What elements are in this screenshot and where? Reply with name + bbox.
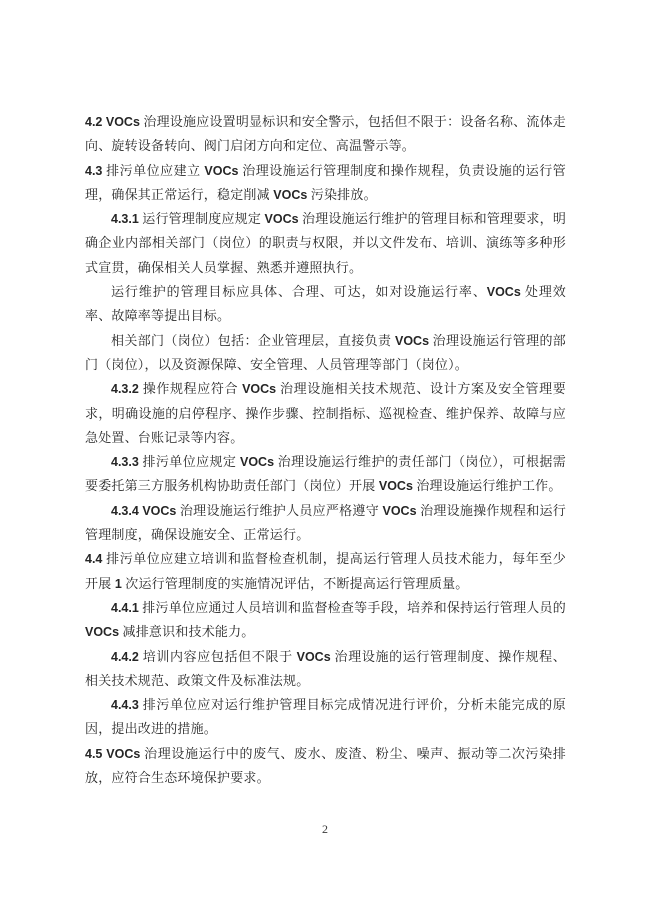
latin-text: 4.3.2 xyxy=(111,382,139,397)
paragraph xyxy=(85,645,566,694)
paragraph xyxy=(85,547,566,596)
body-text: 排污单位应建立 xyxy=(102,162,205,178)
body-text: 次运行管理制度的实施情况评估，不断提高运行管理质量。 xyxy=(121,575,469,591)
body-text: 排污单位应建立培训和监督检查机制，提高运行管理人员技术能力，每年至少开展 xyxy=(85,551,566,591)
latin-text: 4.4.3 xyxy=(111,698,139,713)
body-text: 排污单位应规定 xyxy=(138,454,240,470)
body-text: 治理设施运行中的废气、废水、废渣、粉尘、噪声、振动等二次污染排放，应符合生态环境保护要求。 xyxy=(85,745,566,786)
paragraph xyxy=(85,450,566,499)
body-text: 治理设施的运行管理制度、操作规程、相关技术规范、政策文件及标准法规。 xyxy=(85,648,566,688)
body-text: 治理设施运行管理制度和操作规程，负责设施的运行管理，确保其正常运行，稳定削减 xyxy=(85,162,566,202)
paragraph xyxy=(85,280,566,329)
latin-text: 4.3 xyxy=(85,163,103,178)
paragraph xyxy=(85,329,566,378)
latin-text: VOCs xyxy=(273,187,308,202)
body-text: 治理设施相关技术规范、设计方案及安全管理要求，明确设施的启停程序、操作步骤、控制指标、巡视检查、维护保养、故障与应急处置、台账记录等内容。 xyxy=(85,381,566,445)
document-body xyxy=(85,110,566,790)
body-text: 处理效率、故障率等提出目标。 xyxy=(85,284,566,324)
paragraph xyxy=(85,377,566,450)
body-text: 治理设施运行管理的部门（岗位），以及资源保障、安全管理、人员管理等部门（岗位）。 xyxy=(85,332,566,372)
page-footer xyxy=(0,822,650,837)
latin-text: 4.4.1 xyxy=(111,600,139,615)
latin-text: 4.3.4 VOCs xyxy=(111,503,177,518)
body-text: 治理设施运行维护的责任部门（岗位），可根据需要委托第三方服务机构协助责任部门（岗位）开展 xyxy=(85,454,566,494)
latin-text: 4.4 xyxy=(85,552,103,567)
body-text: 排污单位应对运行维护管理目标完成情况进行评价，分析未能完成的原因，提出改进的措施。 xyxy=(85,697,566,737)
body-text: 运行维护的管理目标应具体、合理、可达，如对设施运行率、 xyxy=(111,284,487,300)
body-text: 减排意识和技术能力。 xyxy=(119,624,255,640)
latin-text: VOCs xyxy=(240,455,275,470)
body-text: 操作规程应符合 xyxy=(138,381,243,397)
body-text: 培训内容应包括但不限于 xyxy=(138,648,297,664)
latin-text: VOCs xyxy=(382,503,417,518)
paragraph xyxy=(85,742,566,791)
latin-text: VOCs xyxy=(486,285,521,300)
paragraph xyxy=(85,693,566,742)
body-text: 相关部门（岗位）包括：企业管理层，直接负责 xyxy=(111,332,395,348)
latin-text: VOCs xyxy=(296,649,331,664)
latin-text: 4.4.2 xyxy=(111,649,139,664)
body-text: 治理设施运行维护工作。 xyxy=(412,478,562,494)
latin-text: 1 xyxy=(114,576,122,591)
body-text: 治理设施操作规程和运行管理制度，确保设施安全、正常运行。 xyxy=(85,502,566,543)
latin-text: VOCs xyxy=(394,333,430,348)
latin-text: VOCs xyxy=(378,479,413,494)
latin-text: VOCs xyxy=(204,163,239,178)
latin-text: 4.2 VOCs xyxy=(85,115,140,129)
paragraph xyxy=(85,207,566,280)
latin-text: VOCs xyxy=(242,382,277,397)
body-text: 治理设施运行维护的管理目标和管理要求，明确企业内部相关部门（岗位）的职责与权限，并以文件发布、培训、演练等多种形式宣贯，确保相关人员掌握、熟悉并遵照执行。 xyxy=(85,211,567,275)
paragraph xyxy=(85,596,566,645)
body-text: 治理设施应设置明显标识和安全警示，包括但不限于：设备名称、流体走向、旋转设备转向、阀门启闭方向和定位、高温警示等。 xyxy=(85,114,566,154)
paragraph xyxy=(85,499,566,548)
latin-text: 4.5 VOCs xyxy=(85,746,141,761)
body-text: 排污单位应通过人员培训和监督检查等手段，培养和保持运行管理人员的 xyxy=(138,599,566,615)
body-text: 治理设施运行维护人员应严格遵守 xyxy=(176,502,383,518)
latin-text: 4.3.1 xyxy=(111,212,139,227)
page-number: 2 xyxy=(322,822,328,836)
latin-text: 4.3.3 xyxy=(111,455,139,470)
paragraph xyxy=(85,159,566,208)
body-text: 污染排放。 xyxy=(307,186,377,202)
latin-text: VOCs xyxy=(264,212,299,227)
paragraph xyxy=(85,110,566,159)
latin-text: VOCs xyxy=(85,625,120,640)
body-text: 运行管理制度应规定 xyxy=(138,211,265,227)
